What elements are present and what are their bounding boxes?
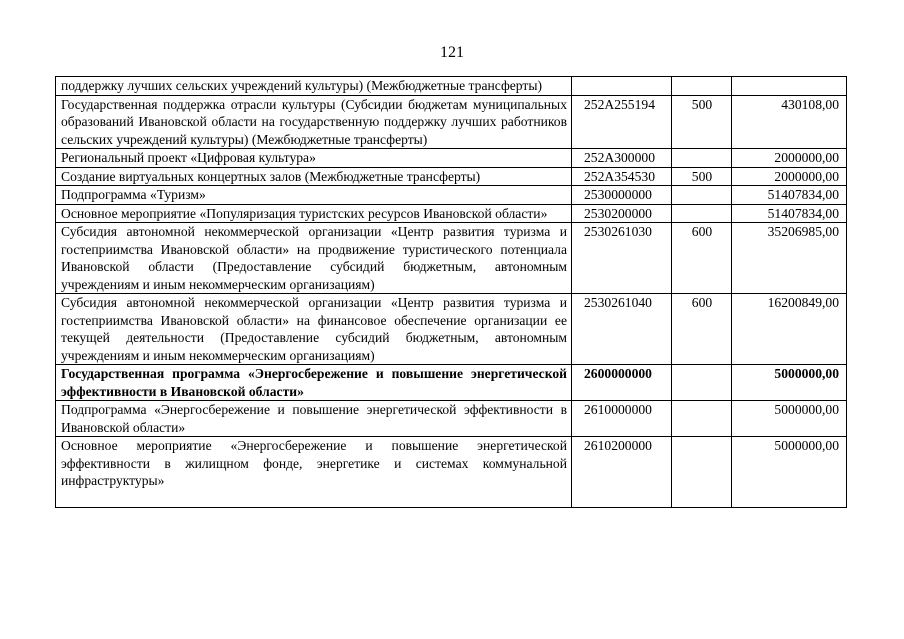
row-code-cell: 2600000000 [572, 365, 672, 401]
row-sum-cell [732, 77, 847, 96]
table-row [56, 149, 847, 168]
row-code-cell: 2610200000 [572, 437, 672, 508]
row-type-cell [672, 77, 732, 96]
row-code-cell: 2610000000 [572, 401, 672, 437]
row-type-cell [672, 186, 732, 205]
row-type-cell [672, 401, 732, 437]
row-code-cell: 2530261030 [572, 223, 672, 294]
table-row [56, 167, 847, 186]
page-number: 121 [440, 44, 464, 61]
row-type-cell: 500 [672, 95, 732, 149]
budget-table [55, 76, 847, 508]
table-row [56, 223, 847, 294]
row-type-cell: 600 [672, 294, 732, 365]
table-row [56, 95, 847, 149]
row-sum-cell: 2000000,00 [732, 167, 847, 186]
table-row-program [56, 365, 847, 401]
row-code-cell [572, 77, 672, 96]
row-sum-cell: 430108,00 [732, 95, 847, 149]
row-name-cell: Основное мероприятие «Популяризация туристских ресурсов Ивановской области» [56, 204, 572, 223]
row-type-cell: 600 [672, 223, 732, 294]
row-sum-cell: 16200849,00 [732, 294, 847, 365]
row-code-cell: 2530000000 [572, 186, 672, 205]
row-name-cell: Подпрограмма «Энергосбережение и повышение энергетической эффективности в Ивановской области» [56, 401, 572, 437]
table-row [56, 437, 847, 508]
row-name-cell: Субсидия автономной некоммерческой организации «Центр развития туризма и гостеприимства Ивановской области» на продвижение туристического потенциала Ивановской области (Предоставление субсидий бюджетным, автономным учреждениям и иным некоммерческим организациям) [56, 223, 572, 294]
row-code-cell: 2530200000 [572, 204, 672, 223]
table-row [56, 186, 847, 205]
row-type-cell [672, 204, 732, 223]
row-name-cell: поддержку лучших сельских учреждений культуры) (Межбюджетные трансферты) [56, 77, 572, 96]
row-code-cell: 252A300000 [572, 149, 672, 168]
row-sum-cell: 5000000,00 [732, 401, 847, 437]
row-sum-cell: 5000000,00 [732, 365, 847, 401]
row-name-cell: Субсидия автономной некоммерческой организации «Центр развития туризма и гостеприимства Ивановской области» на финансовое обеспечение организации ее текущей деятельности (Предоставление субсидий бюджетным, автономным учреждениям и иным некоммерческим организациям) [56, 294, 572, 365]
table-row [56, 294, 847, 365]
row-name-cell: Основное мероприятие «Энергосбережение и повышение энергетической эффективности в жилищном фонде, энергетике и системах коммунальной инфраструктуры» [56, 437, 572, 508]
table-row [56, 77, 847, 96]
row-type-cell: 500 [672, 167, 732, 186]
row-name-cell: Государственная программа «Энергосбережение и повышение энергетической эффективности в Ивановской области» [56, 365, 572, 401]
table-row [56, 204, 847, 223]
row-type-cell [672, 365, 732, 401]
table-row [56, 401, 847, 437]
row-sum-cell: 5000000,00 [732, 437, 847, 508]
row-sum-cell: 51407834,00 [732, 186, 847, 205]
row-name-cell: Региональный проект «Цифровая культура» [56, 149, 572, 168]
row-type-cell [672, 437, 732, 508]
row-name-cell: Создание виртуальных концертных залов (Межбюджетные трансферты) [56, 167, 572, 186]
row-sum-cell: 2000000,00 [732, 149, 847, 168]
row-name-cell: Государственная поддержка отрасли культуры (Субсидии бюджетам муниципальных образований Ивановской области на государственную поддержку лучших работников сельских учреждений культуры) (Межбюджетные трансферты) [56, 95, 572, 149]
row-code-cell: 252A354530 [572, 167, 672, 186]
row-type-cell [672, 149, 732, 168]
row-sum-cell: 51407834,00 [732, 204, 847, 223]
row-name-cell: Подпрограмма «Туризм» [56, 186, 572, 205]
row-code-cell: 2530261040 [572, 294, 672, 365]
row-sum-cell: 35206985,00 [732, 223, 847, 294]
row-code-cell: 252A255194 [572, 95, 672, 149]
